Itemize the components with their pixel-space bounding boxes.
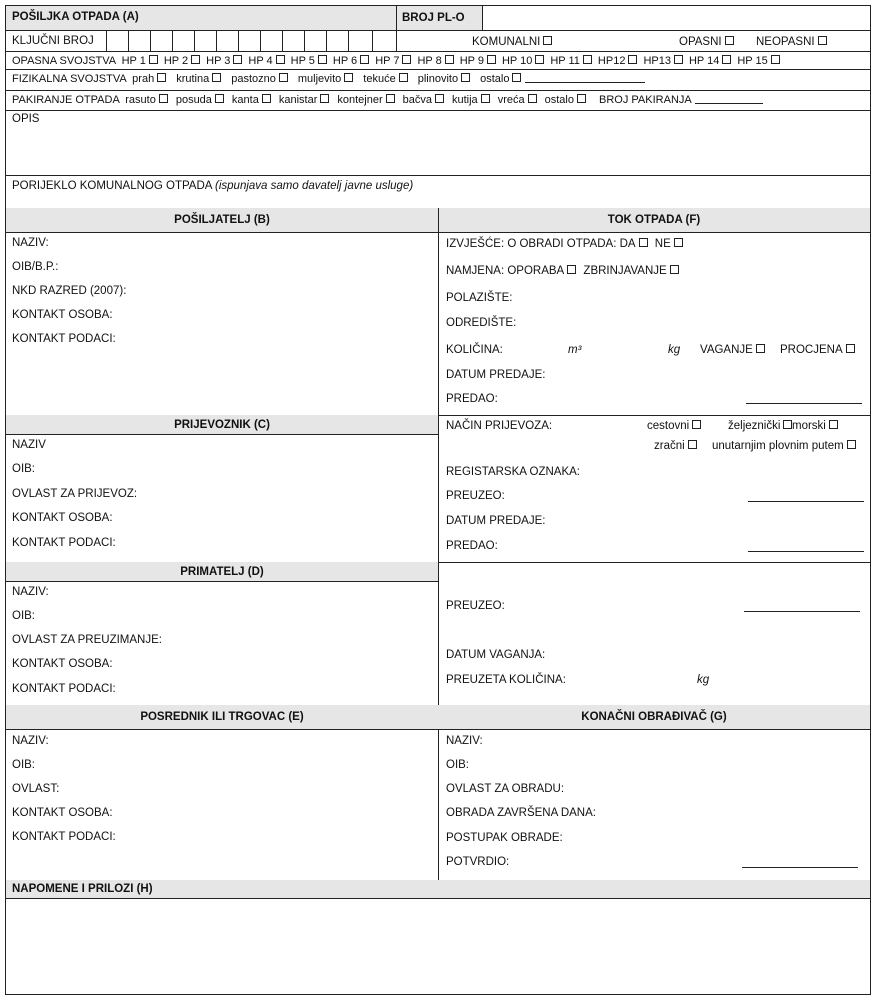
porijeklo-input[interactable]: [8, 194, 868, 208]
fizikalno-option[interactable]: [231, 73, 288, 85]
pakiranje-option[interactable]: [279, 94, 330, 106]
hp-checkbox[interactable]: [318, 55, 327, 64]
hp-checkbox[interactable]: [233, 55, 242, 64]
b-nkd: NKD RAZRED (2007):: [12, 285, 127, 297]
c-kontakt-podaci: KONTAKT PODACI:: [12, 537, 116, 549]
opis-label: OPIS: [12, 113, 40, 125]
procjena-option[interactable]: PROCJENA: [780, 343, 855, 357]
fizikalno-label: muljevito: [297, 73, 342, 85]
unutarnjim-option[interactable]: unutarnjim plovnim putem: [712, 439, 856, 453]
fizikalno-option[interactable]: [418, 73, 470, 85]
g-postupak: POSTUPAK OBRADE:: [446, 832, 563, 844]
hp-option[interactable]: [164, 55, 200, 67]
hp-label: HP 4: [248, 55, 273, 67]
t-datum-predaje-label: DATUM PREDAJE:: [446, 515, 546, 527]
d-kontakt-osoba: KONTAKT OSOBA:: [12, 658, 113, 670]
hp-checkbox[interactable]: [722, 55, 731, 64]
e-kontakt-osoba: KONTAKT OSOBA:: [12, 807, 113, 819]
napomene-input[interactable]: [8, 901, 868, 991]
t-predao-label: PREDAO:: [446, 540, 498, 552]
opasni-option[interactable]: OPASNI: [679, 35, 734, 49]
hp-label: HP 7: [375, 55, 400, 67]
preuzeta-kolicina-label: PREUZETA KOLIČINA:: [446, 674, 566, 686]
hp-checkbox[interactable]: [402, 55, 411, 64]
f-datum-predaje-label: DATUM PREDAJE:: [446, 369, 546, 381]
hp-label: HP 10: [501, 55, 533, 67]
hp-option[interactable]: [375, 55, 411, 67]
izvjesce-row: [446, 237, 683, 251]
hp-option[interactable]: [643, 55, 683, 67]
r-preuzeo-label: PREUZEO:: [446, 600, 505, 612]
d-oib: OIB:: [12, 610, 36, 622]
izvjesce-da-checkbox[interactable]: [639, 238, 648, 247]
opasna-svojstva-label: OPASNA SVOJSTVA: [12, 55, 116, 67]
hp-checkbox[interactable]: [628, 55, 637, 64]
hp-option[interactable]: [248, 55, 284, 67]
pakiranje-checkbox[interactable]: [528, 94, 537, 103]
fizikalno-option[interactable]: [298, 73, 353, 85]
fizikalno-label: krutina: [176, 73, 210, 85]
vaganje-option[interactable]: VAGANJE: [700, 343, 765, 357]
pakiranje-option[interactable]: [498, 94, 537, 106]
f-predao-signature[interactable]: [746, 403, 862, 404]
preuzeta-kg-unit: kg: [697, 674, 710, 686]
opis-input[interactable]: [8, 128, 868, 174]
b-kontakt-podaci: KONTAKT PODACI:: [12, 333, 116, 345]
pakiranje-label: kutija: [452, 94, 478, 106]
pakiranje-checkbox[interactable]: [435, 94, 444, 103]
fizikalno-label: prah: [132, 73, 155, 85]
pakiranje-option[interactable]: [232, 94, 271, 106]
hp-checkbox[interactable]: [276, 55, 285, 64]
hp-option[interactable]: [737, 55, 779, 67]
d-naziv: NAZIV:: [12, 586, 49, 598]
pakiranje-checkbox[interactable]: [215, 94, 224, 103]
broj-input[interactable]: [484, 8, 868, 28]
pakiranje-option[interactable]: [403, 94, 444, 106]
pakiranje-label: bačva: [402, 94, 432, 106]
polaziste-label: POLAZIŠTE:: [446, 292, 513, 304]
b-oib: OIB/B.P.:: [12, 261, 59, 273]
hp-option[interactable]: [460, 55, 496, 67]
fizikalno-option[interactable]: [176, 73, 221, 85]
neopasni-option[interactable]: NEOPASNI: [756, 35, 827, 49]
pakiranje-option[interactable]: [545, 94, 586, 106]
hp-option[interactable]: [206, 55, 242, 67]
fizikalno-checkbox[interactable]: [279, 73, 288, 82]
zracni-option[interactable]: zračni: [654, 439, 697, 453]
pakiranje-option[interactable]: [452, 94, 490, 106]
pakiranje-row: [12, 93, 763, 107]
fizikalno-label: tekuće: [363, 73, 396, 85]
porijeklo-note: (ispunjava samo davatelj javne usluge): [215, 180, 414, 192]
izvjesce-label: IZVJEŠĆE: O OBRADI OTPADA: DA: [446, 238, 636, 250]
section-f-title: TOK OTPADA (F): [607, 214, 701, 226]
hp-label: HP 3: [206, 55, 231, 67]
t-preuzeo-signature[interactable]: [748, 501, 864, 502]
odrediste-label: ODREDIŠTE:: [446, 317, 517, 329]
registarska-label: REGISTARSKA OZNAKA:: [446, 466, 580, 478]
hp-checkbox[interactable]: [535, 55, 544, 64]
fizikalna-svojstva-label: FIZIKALNA SVOJSTVA: [12, 73, 127, 85]
section-d-title: PRIMATELJ (D): [180, 566, 264, 578]
hp-label: HP 5: [290, 55, 315, 67]
pakiranje-checkbox[interactable]: [159, 94, 168, 103]
pakiranje-label: PAKIRANJE OTPADA: [12, 94, 120, 106]
namjena-label: NAMJENA: OPORABA: [446, 265, 565, 277]
morski-option[interactable]: morski: [792, 419, 838, 433]
g-obrada-zavrsena: OBRADA ZAVRŠENA DANA:: [446, 807, 596, 819]
hp-label: HP 6: [332, 55, 358, 67]
section-g-title: KONAČNI OBRAĐIVAČ (G): [581, 711, 727, 723]
hp-label: HP 9: [459, 55, 484, 67]
hp-option[interactable]: [598, 55, 638, 67]
hp-option[interactable]: [291, 55, 327, 67]
pakiranje-label: rasuto: [125, 94, 156, 106]
d-ovlast: OVLAST ZA PREUZIMANJE:: [12, 634, 162, 646]
hp-label: HP 14: [688, 55, 720, 67]
pakiranje-checkbox[interactable]: [320, 94, 329, 103]
hp-label: HP 1: [121, 55, 146, 67]
section-c-title: PRIJEVOZNIK (C): [174, 419, 270, 431]
fizikalno-option[interactable]: [132, 73, 166, 85]
section-h-title: NAPOMENE I PRILOZI (H): [12, 883, 153, 895]
c-ovlast: OVLAST ZA PRIJEVOZ:: [12, 488, 138, 500]
oporaba-checkbox[interactable]: [567, 265, 576, 274]
g-potvrdio: POTVRDIO:: [446, 856, 510, 868]
pakiranje-label: kanta: [231, 94, 259, 106]
datum-vaganja-label: DATUM VAGANJA:: [446, 649, 546, 661]
pakiranje-checkbox[interactable]: [262, 94, 271, 103]
broj-pakiranja-input[interactable]: [695, 103, 763, 104]
fizikalno-option[interactable]: [480, 73, 521, 85]
hp-option[interactable]: [333, 55, 369, 67]
waste-form: [5, 5, 871, 995]
d-kontakt-podaci: KONTAKT PODACI:: [12, 683, 116, 695]
pakiranje-label: posuda: [175, 94, 212, 106]
fizikalno-checkbox[interactable]: [399, 73, 408, 82]
b-naziv: NAZIV:: [12, 237, 49, 249]
hp-checkbox[interactable]: [771, 55, 780, 64]
pakiranje-checkbox[interactable]: [386, 94, 395, 103]
fizikalno-option[interactable]: [363, 73, 407, 85]
kolicina-label: KOLIČINA:: [446, 344, 503, 356]
c-oib: OIB:: [12, 463, 36, 475]
fizikalno-checkbox[interactable]: [344, 73, 353, 82]
hp-label: HP 8: [417, 55, 442, 67]
pakiranje-checkbox[interactable]: [577, 94, 586, 103]
pakiranje-option[interactable]: [176, 94, 224, 106]
hp-checkbox[interactable]: [360, 55, 369, 64]
hp-checkbox[interactable]: [583, 55, 592, 64]
hp-checkbox[interactable]: [191, 55, 200, 64]
fizikalno-label: ostalo: [480, 73, 510, 85]
zeljeznicki-option[interactable]: željeznički: [728, 419, 792, 433]
izvjesce-ne-label: NE: [654, 238, 671, 250]
hp-label: HP 15: [737, 55, 768, 67]
porijeklo-label: PORIJEKLO KOMUNALNOG OTPADA: [12, 180, 212, 192]
nacin-prijevoza-label: NAČIN PRIJEVOZA:: [446, 420, 553, 432]
hp-option[interactable]: [550, 55, 592, 67]
kg-unit: kg: [668, 344, 681, 356]
ostalo-fiz-input[interactable]: [525, 82, 645, 83]
pakiranje-option[interactable]: [125, 94, 168, 106]
broj-label: BROJ PL-O: [402, 12, 465, 24]
hp-label: HP 11: [550, 55, 580, 67]
e-oib: OIB:: [12, 759, 36, 771]
r-preuzeo-signature[interactable]: [744, 611, 860, 612]
e-kontakt-podaci: KONTAKT PODACI:: [12, 831, 116, 843]
kljucni-broj-label: KLJUČNI BROJ: [12, 35, 94, 47]
b-kontakt-osoba: KONTAKT OSOBA:: [12, 309, 113, 321]
c-naziv: NAZIV: [12, 439, 46, 451]
hp-option[interactable]: [689, 55, 731, 67]
fizikalno-checkbox[interactable]: [212, 73, 221, 82]
hp-checkbox[interactable]: [445, 55, 454, 64]
zbrinjavanje-checkbox[interactable]: [670, 265, 679, 274]
komunalni-option[interactable]: KOMUNALNI: [472, 35, 552, 49]
opasna-svojstva-row: [12, 54, 780, 68]
hp-label: HP12: [597, 55, 626, 67]
hp-option[interactable]: [417, 55, 453, 67]
fizikalno-checkbox[interactable]: [157, 73, 166, 82]
pakiranje-label: kanistar: [278, 94, 318, 106]
t-preuzeo-label: PREUZEO:: [446, 490, 505, 502]
cestovni-option[interactable]: cestovni: [647, 419, 701, 433]
porijeklo-row: [12, 179, 413, 193]
hp-checkbox[interactable]: [674, 55, 683, 64]
fizikalno-label: pastozno: [231, 73, 276, 85]
fizikalna-svojstva-row: [12, 72, 645, 86]
e-naziv: NAZIV:: [12, 735, 49, 747]
section-e-title: POSREDNIK ILI TRGOVAC (E): [140, 711, 304, 723]
izvjesce-ne-checkbox[interactable]: [674, 238, 683, 247]
pakiranje-label: kontejner: [337, 94, 383, 106]
zbrinjavanje-label: ZBRINJAVANJE: [583, 265, 667, 277]
pakiranje-option[interactable]: [337, 94, 394, 106]
fizikalno-checkbox[interactable]: [512, 73, 521, 82]
pakiranje-label: ostalo: [544, 94, 574, 106]
m3-unit: m³: [568, 344, 582, 356]
g-oib: OIB:: [446, 759, 470, 771]
hp-option[interactable]: [122, 55, 158, 67]
fizikalno-checkbox[interactable]: [461, 73, 470, 82]
hp-option[interactable]: [502, 55, 544, 67]
hp-label: HP 2: [163, 55, 189, 67]
section-b-title: POŠILJATELJ (B): [174, 214, 270, 226]
section-a-title: POŠILJKA OTPADA (A): [12, 11, 139, 23]
t-predao-signature[interactable]: [748, 551, 864, 552]
fizikalno-label: plinovito: [417, 73, 459, 85]
hp-checkbox[interactable]: [149, 55, 158, 64]
broj-pakiranja-label: BROJ PAKIRANJA: [599, 94, 692, 106]
c-kontakt-osoba: KONTAKT OSOBA:: [12, 512, 113, 524]
pakiranje-checkbox[interactable]: [481, 94, 490, 103]
g-ovlast: OVLAST ZA OBRADU:: [446, 783, 565, 795]
namjena-row: [446, 264, 679, 278]
g-naziv: NAZIV:: [446, 735, 483, 747]
hp-label: HP13: [643, 55, 671, 67]
hp-checkbox[interactable]: [487, 55, 496, 64]
pakiranje-label: vreća: [497, 94, 525, 106]
f-predao-label: PREDAO:: [446, 393, 498, 405]
e-ovlast: OVLAST:: [12, 783, 60, 795]
g-potvrdio-signature[interactable]: [742, 867, 858, 868]
